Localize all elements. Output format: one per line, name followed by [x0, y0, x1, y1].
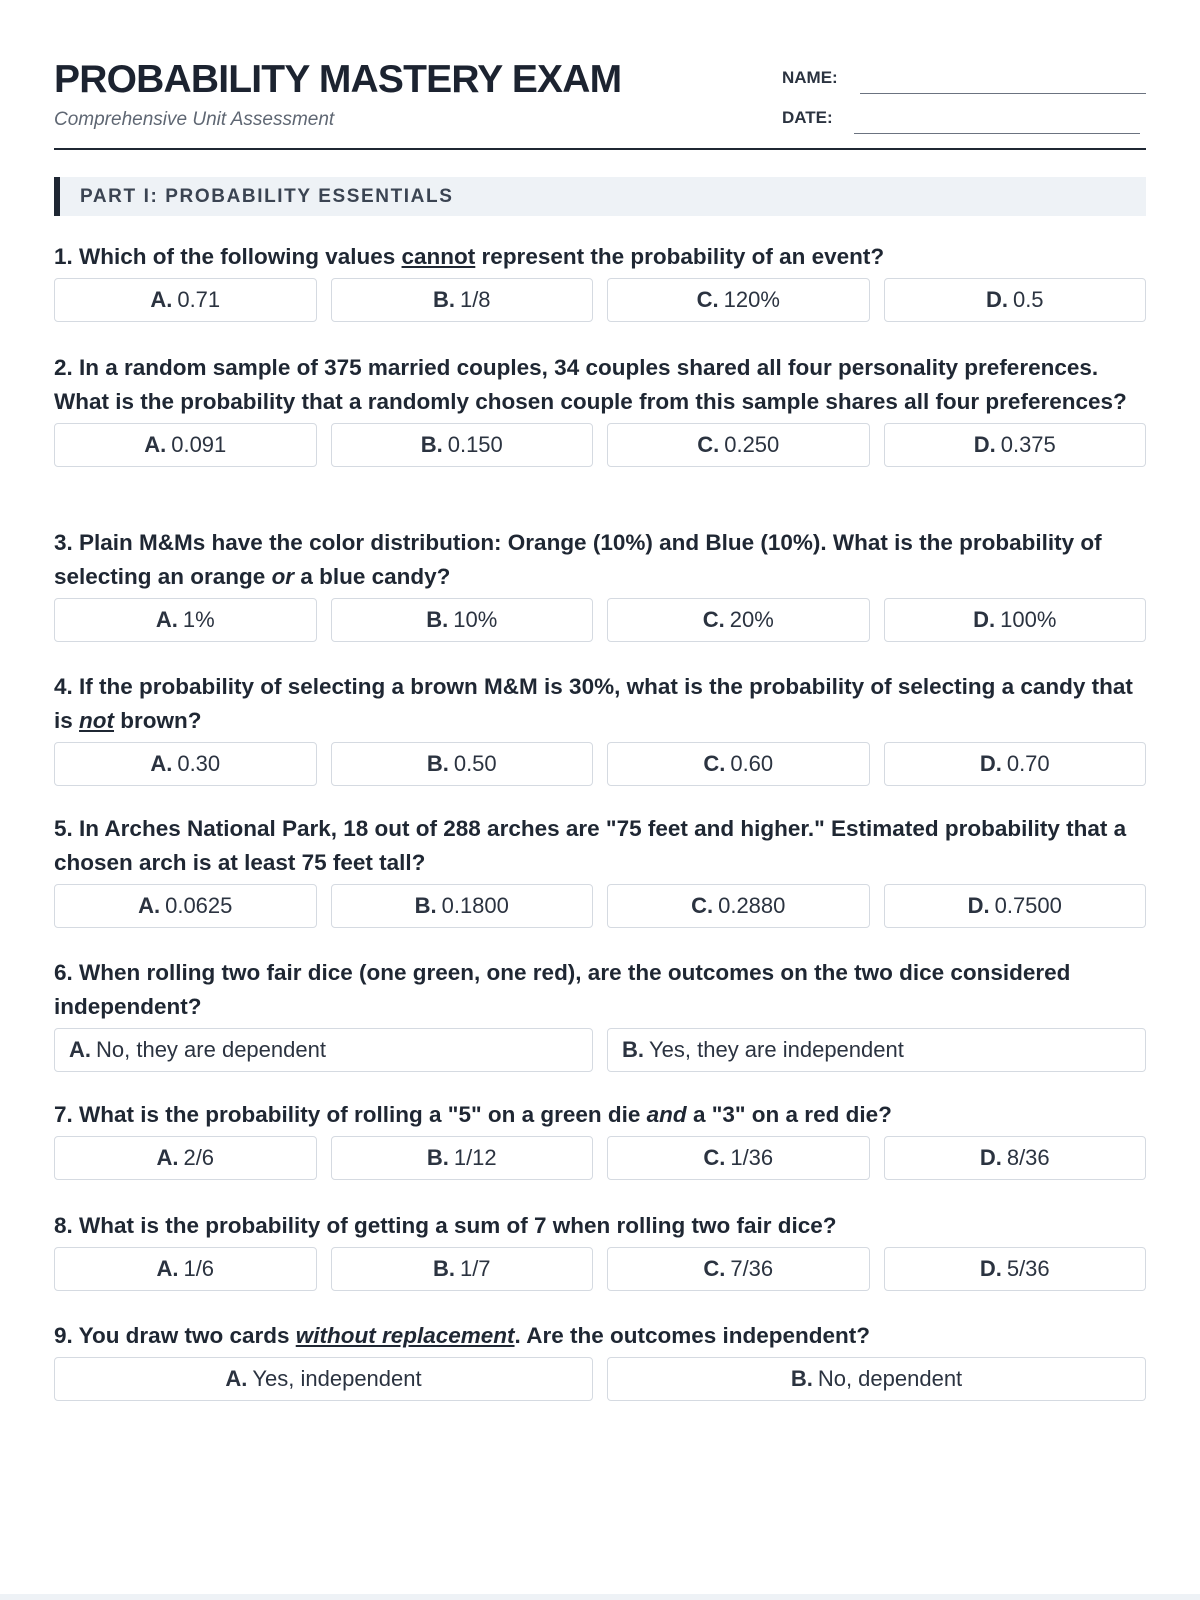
option-d[interactable]: D. 0.7500: [884, 884, 1147, 928]
option-c[interactable]: C. 20%: [607, 598, 870, 642]
date-input-line[interactable]: [854, 133, 1140, 134]
name-field[interactable]: [782, 66, 1146, 96]
option-b[interactable]: B. 10%: [331, 598, 594, 642]
question-1: [54, 240, 1146, 322]
date-label: DATE:: [782, 108, 833, 127]
option-d[interactable]: D. 100%: [884, 598, 1147, 642]
option-a[interactable]: A. Yes, independent: [54, 1357, 593, 1401]
question-text: 7. What is the probability of rolling a "5" on a green die and a "3" on a red die?: [54, 1102, 892, 1127]
option-a[interactable]: A. No, they are dependent: [54, 1028, 593, 1072]
exam-page: [54, 0, 1146, 1391]
option-a[interactable]: A. 2/6: [54, 1136, 317, 1180]
question-text: 2. In a random sample of 375 married couples, 34 couples shared all four personality preferences. What is the probability that a randomly chosen couple from this sample shares all four preferences?: [54, 355, 1127, 414]
option-a[interactable]: A. 0.71: [54, 278, 317, 322]
exam-subtitle: Comprehensive Unit Assessment: [54, 109, 335, 130]
option-c[interactable]: C. 0.2880: [607, 884, 870, 928]
question-2: [54, 351, 1146, 467]
option-d[interactable]: D. 8/36: [884, 1136, 1147, 1180]
question-text: 3. Plain M&Ms have the color distribution: Orange (10%) and Blue (10%). What is the probability of selecting an orange or a blue candy?: [54, 530, 1102, 589]
question-4: [54, 670, 1146, 786]
question-3: [54, 526, 1146, 642]
option-b[interactable]: B. 0.1800: [331, 884, 594, 928]
question-text: 9. You draw two cards without replacement. Are the outcomes independent?: [54, 1323, 870, 1348]
option-b[interactable]: B. Yes, they are independent: [607, 1028, 1146, 1072]
question-8: [54, 1209, 1146, 1291]
question-text: 8. What is the probability of getting a sum of 7 when rolling two fair dice?: [54, 1213, 837, 1238]
exam-header: [54, 0, 1146, 150]
exam-title: PROBABILITY MASTERY EXAM: [54, 58, 622, 101]
option-b[interactable]: B. 0.150: [331, 423, 594, 467]
question-text: 1. Which of the following values cannot represent the probability of an event?: [54, 244, 885, 269]
option-b[interactable]: B. 1/7: [331, 1247, 594, 1291]
option-c[interactable]: C. 0.60: [607, 742, 870, 786]
question-text: 6. When rolling two fair dice (one green, one red), are the outcomes on the two dice considered independent?: [54, 960, 1071, 1019]
option-a[interactable]: A. 0.091: [54, 423, 317, 467]
option-b[interactable]: B. 1/12: [331, 1136, 594, 1180]
option-a[interactable]: A. 0.0625: [54, 884, 317, 928]
option-a[interactable]: A. 1%: [54, 598, 317, 642]
option-a[interactable]: A. 1/6: [54, 1247, 317, 1291]
option-c[interactable]: C. 120%: [607, 278, 870, 322]
option-b[interactable]: B. 1/8: [331, 278, 594, 322]
name-input-line[interactable]: [860, 93, 1146, 94]
option-d[interactable]: D. 0.70: [884, 742, 1147, 786]
option-b[interactable]: B. 0.50: [331, 742, 594, 786]
option-d[interactable]: D. 5/36: [884, 1247, 1147, 1291]
option-c[interactable]: C. 1/36: [607, 1136, 870, 1180]
option-c[interactable]: C. 0.250: [607, 423, 870, 467]
question-5: [54, 812, 1146, 928]
option-c[interactable]: C. 7/36: [607, 1247, 870, 1291]
question-text: 4. If the probability of selecting a brown M&M is 30%, what is the probability of selecting a candy that is not brown?: [54, 674, 1133, 733]
question-7: [54, 1098, 1146, 1180]
part-title: PART I: PROBABILITY ESSENTIALS: [80, 186, 454, 207]
question-9: [54, 1319, 1146, 1401]
date-field[interactable]: [782, 106, 1146, 136]
question-6: [54, 956, 1146, 1072]
option-d[interactable]: D. 0.375: [884, 423, 1147, 467]
part-banner: [54, 177, 1146, 216]
question-text: 5. In Arches National Park, 18 out of 288 arches are "75 feet and higher." Estimated probability that a chosen arch is at least 75 feet tall?: [54, 816, 1127, 875]
name-label: NAME:: [782, 68, 838, 87]
option-b[interactable]: B. No, dependent: [607, 1357, 1146, 1401]
option-a[interactable]: A. 0.30: [54, 742, 317, 786]
option-d[interactable]: D. 0.5: [884, 278, 1147, 322]
footer-bar: [0, 1594, 1200, 1600]
